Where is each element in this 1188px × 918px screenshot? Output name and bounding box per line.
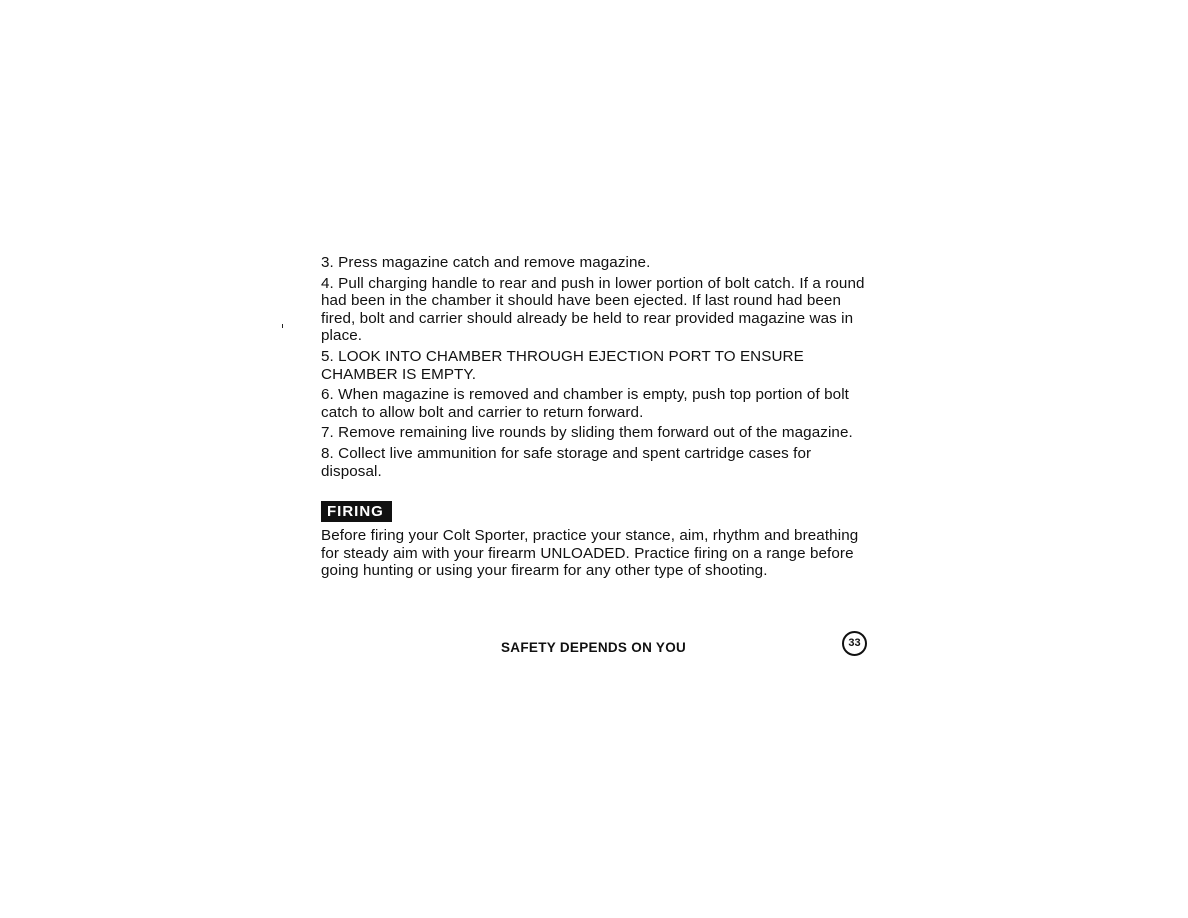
page-number-badge: 33 [842, 631, 867, 656]
step-5: 5. LOOK INTO CHAMBER THROUGH EJECTION PORT TO ENSURE CHAMBER IS EMPTY. [321, 347, 804, 383]
footer-slogan: SAFETY DEPENDS ON YOU [501, 640, 687, 655]
step-8: 8. Collect live ammunition for safe storage and spent cartridge cases for disposal. [321, 444, 812, 480]
firing-heading: FIRING [321, 501, 392, 522]
step-7: 7. Remove remaining live rounds by sliding them forward out of the magazine. [321, 424, 853, 442]
stray-mark [282, 324, 283, 328]
firing-paragraph: Before firing your Colt Sporter, practice your stance, aim, rhythm and breathing for steady aim with your firearm UNLOADED. Practice firing on a range before going hunting or using your firearm for any other type of shooting. [321, 527, 859, 580]
page-footer [321, 630, 869, 660]
step-6: 6. When magazine is removed and chamber is empty, push top portion of bolt catch to allow bolt and carrier to return forward. [321, 386, 849, 421]
step-3: 3. Press magazine catch and remove magazine. [321, 254, 651, 271]
step-4: 4. Pull charging handle to rear and push in lower portion of bolt catch. If a round had been in the chamber it should have been ejected. If last round had been fired, bolt and carrier should already be held to rear provided magazine was in place. [321, 274, 865, 345]
steps-list [321, 254, 869, 480]
page-content [321, 254, 869, 580]
firing-heading-wrap [321, 501, 869, 523]
